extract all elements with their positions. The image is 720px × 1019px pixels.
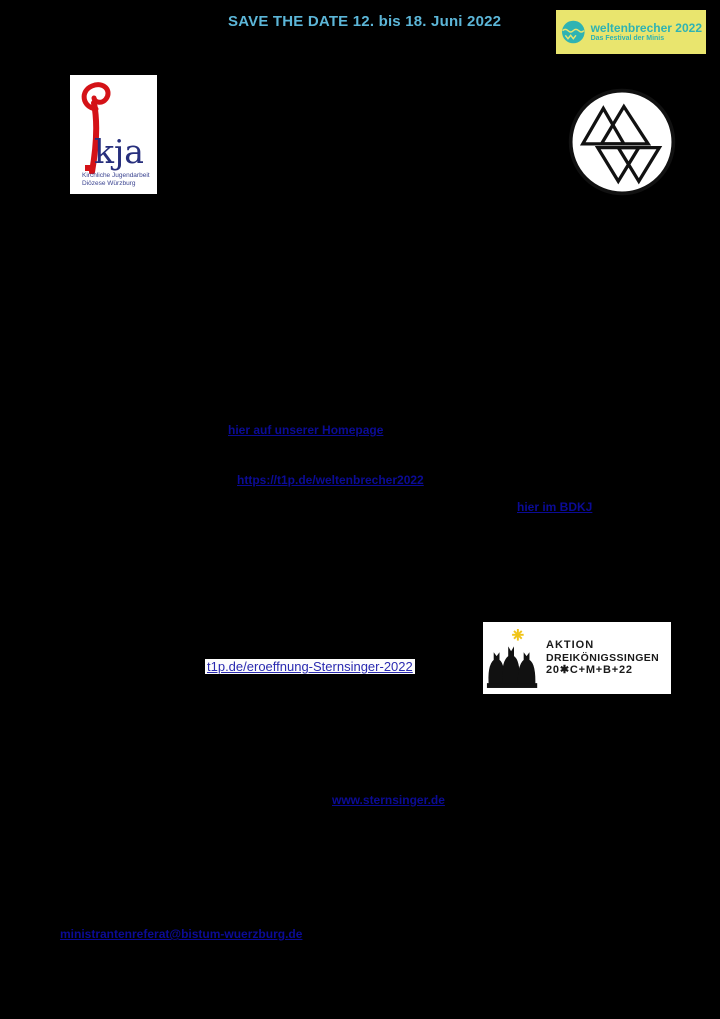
t1p-sternsinger-link[interactable]: t1p.de/eroeffnung-Sternsinger-2022 <box>207 659 413 674</box>
kja-red-dot <box>85 165 91 171</box>
kja-subtitle-line2: Diözese Würzburg <box>82 180 136 188</box>
kja-subtitle <box>82 172 154 188</box>
sternsinger-website-link[interactable]: www.sternsinger.de <box>332 793 445 807</box>
star-icon <box>512 629 524 641</box>
weltenbrecher-wave-icon <box>560 14 587 50</box>
t1p-weltenbrecher-link[interactable]: https://t1p.de/weltenbrecher2022 <box>237 473 424 487</box>
sternsinger-line1: AKTION <box>546 639 595 652</box>
email-link[interactable]: ministrantenreferat@bistum-wuerzburg.de <box>60 927 303 941</box>
three-kings-icon <box>485 627 543 689</box>
weltenbrecher-subtitle: Das Festival der Minis <box>590 34 665 42</box>
save-the-date-banner: SAVE THE DATE 12. bis 18. Juni 2022 <box>228 13 502 30</box>
kja-logo <box>70 75 157 194</box>
sternsinger-logo <box>483 622 671 694</box>
sternsinger-line3: 20✱C+M+B+22 <box>546 664 633 677</box>
sternsinger-line2: DREIKÖNIGSSINGEN <box>546 651 660 664</box>
homepage-link[interactable]: hier auf unserer Homepage <box>228 423 384 437</box>
kja-subtitle-line1: Kirchliche Jugendarbeit <box>82 172 150 179</box>
kja-acronym: kja <box>94 132 144 171</box>
bdkj-link[interactable]: hier im BDKJ <box>517 500 593 514</box>
weltenbrecher-title: weltenbrecher 2022 <box>590 21 702 36</box>
mw-monogram-logo <box>566 86 678 198</box>
weltenbrecher-logo <box>556 10 706 54</box>
